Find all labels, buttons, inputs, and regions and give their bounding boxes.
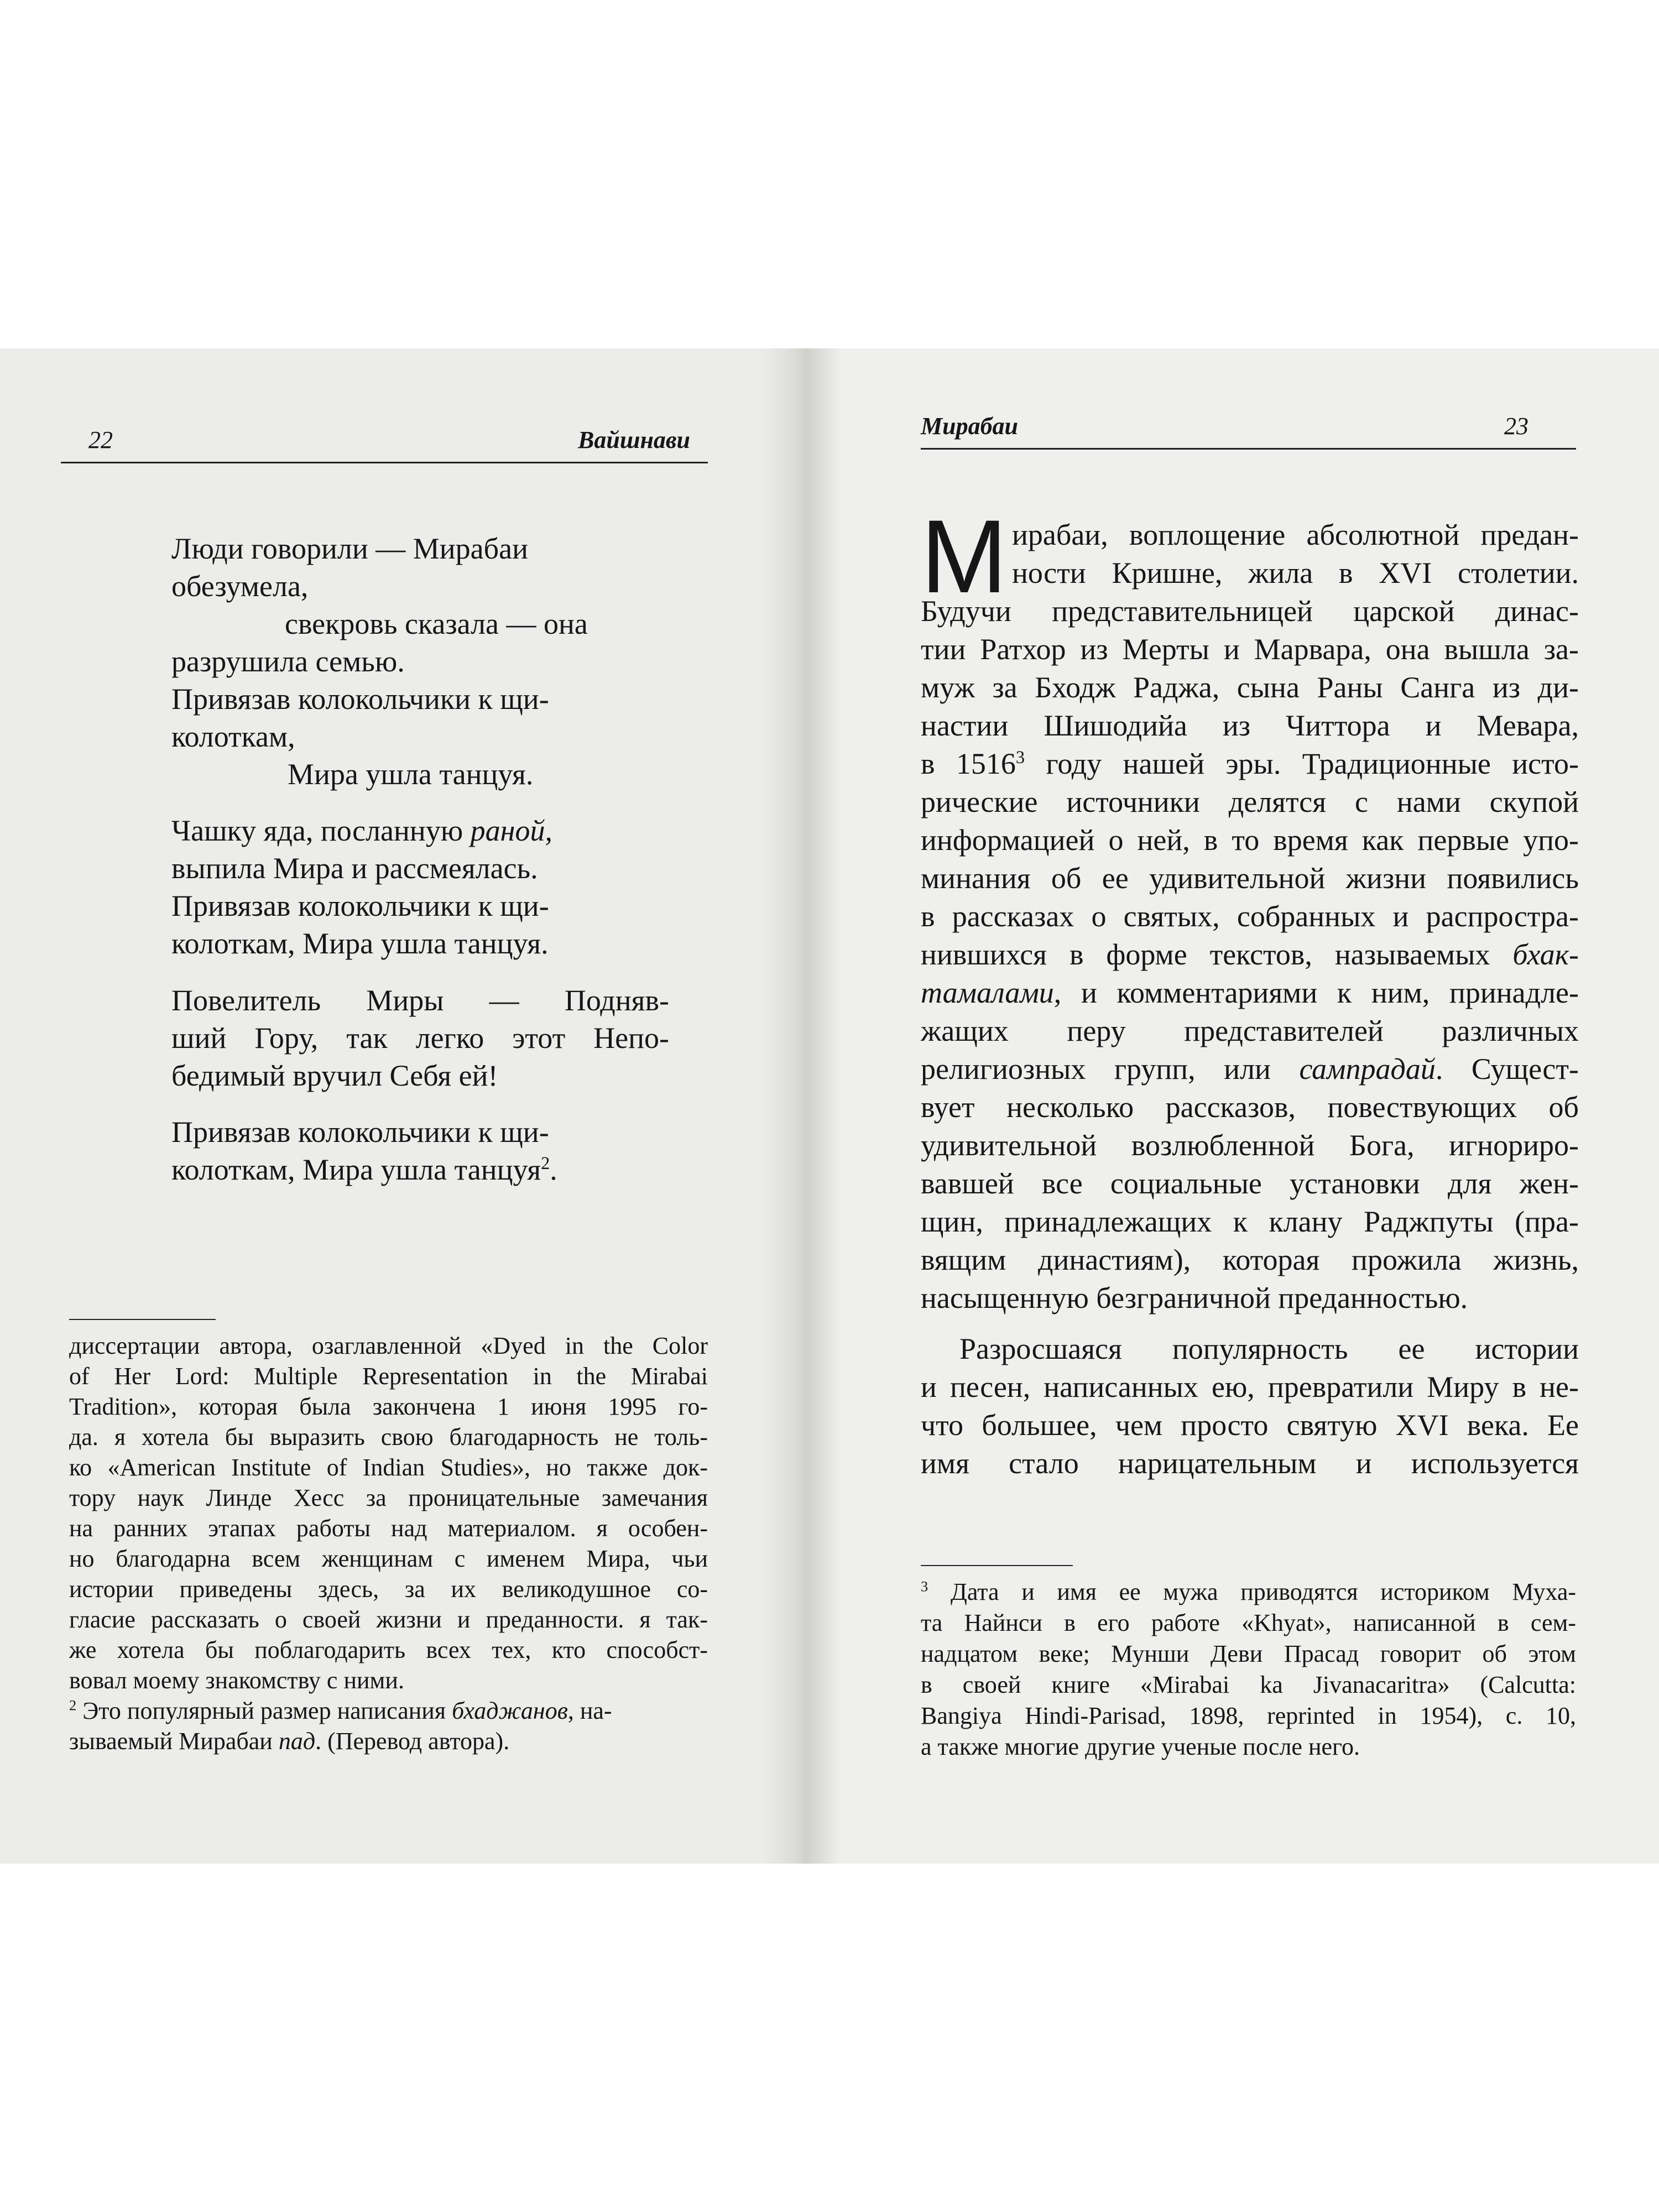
- poem-line: Люди говорили — Мирабаи: [171, 532, 528, 565]
- body-italic: тамалами: [921, 976, 1054, 1009]
- footnote-italic: пад: [278, 1728, 316, 1755]
- footnote-line: надцатом веке; Мунши Деви Прасад говорит об этом: [921, 1640, 1576, 1667]
- body-line: настии Шишодийа из Читтора и Мевара,: [921, 709, 1579, 742]
- poem-line: колоткам, Мира ушла танцуя.: [171, 927, 549, 960]
- body-text: году нашей эры. Традиционные исто-: [1025, 747, 1579, 780]
- body-line: и песен, написанных ею, превратили Миру в не-: [921, 1370, 1579, 1404]
- right-page-number: 23: [1504, 413, 1528, 440]
- footnote-line: [69, 1699, 612, 1723]
- footnote-line: но благодарна всем женщинам с именем Мира, чьи: [69, 1545, 708, 1572]
- poem-line: бедимый вручил Себя ей!: [171, 1059, 498, 1092]
- poem-line: ший Гору, так легко этот Непо-: [171, 1021, 669, 1055]
- poem-line: Привязав колокольчики к щи-: [171, 889, 549, 922]
- footnote-line: же хотела бы поблагодарить всех тех, кто способст-: [69, 1636, 708, 1663]
- footnote-line: вовал моему знакомству с ними.: [69, 1667, 404, 1694]
- poem-line: Мира ушла танцуя.: [288, 758, 534, 791]
- poem-line: разрушила семью.: [171, 645, 405, 678]
- footnote-line: да. я хотела бы выразить свою благодарность не толь-: [69, 1423, 708, 1451]
- poem-text: колоткам, Мира ушла танцуя: [171, 1153, 541, 1186]
- left-footnote-rule: [69, 1319, 216, 1320]
- poem-line: Повелитель Миры — Подняв-: [171, 984, 669, 1017]
- poem-line: свекровь сказала — она: [285, 607, 588, 640]
- body-text: в 1516: [921, 747, 1016, 780]
- body-line: минания об ее удивительной жизни появились: [921, 862, 1579, 895]
- body-line: муж за Бходж Раджа, сына Раны Санга из ди-: [921, 671, 1579, 704]
- footnote-text: Дата и имя ее мужа приводятся историком Муха-: [928, 1578, 1576, 1605]
- footnote-line: на ранних этапах работы над материалом. я особен-: [69, 1515, 708, 1542]
- body-italic: сампрадай: [1299, 1052, 1436, 1086]
- left-running-head: Вайшнави: [578, 426, 691, 453]
- footnote-line: ко «American Institute of Indian Studies», но также док-: [69, 1454, 708, 1481]
- left-header-rule: [61, 462, 708, 463]
- body-line: имя стало нарицательным и используется: [921, 1447, 1579, 1480]
- body-line: [921, 749, 1579, 779]
- footnote-line: та Найнси в его работе «Khyat», написанной в сем-: [921, 1609, 1576, 1636]
- poem-line: колоткам,: [171, 720, 295, 753]
- body-line: вящим династиям), которая прожила жизнь,: [921, 1243, 1579, 1276]
- body-text: . Сущест-: [1435, 1052, 1579, 1086]
- footnote-text: . (Перевод автора).: [315, 1728, 510, 1755]
- footnote-italic: бхаджанов: [452, 1697, 568, 1724]
- body-line: [921, 940, 1579, 969]
- body-line: ирабаи, воплощение абсолютной предан-: [1012, 518, 1579, 551]
- body-text: нившихся в форме текстов, называемых: [921, 938, 1513, 971]
- body-line: жащих перу представителей различных: [921, 1014, 1579, 1047]
- footnote-line: а также многие другие ученые после него.: [921, 1733, 1360, 1760]
- left-page-number: 22: [88, 426, 113, 453]
- body-line: щин, принадлежащих к клану Раджпуты (пра-: [921, 1205, 1579, 1238]
- body-line: вует несколько рассказов, повествующих об: [921, 1091, 1579, 1124]
- poem-line: выпила Мира и рассмеялась.: [171, 852, 538, 885]
- poem-line: [171, 816, 552, 846]
- poem-line: [171, 1155, 557, 1185]
- poem-text: .: [550, 1153, 557, 1186]
- footnote-line: истории приведены здесь, за их великодушное со-: [69, 1575, 708, 1603]
- body-line: тии Ратхор из Мерты и Марвара, она вышла за-: [921, 633, 1579, 666]
- footnote-line: [921, 1580, 1576, 1604]
- footnote-text: Это популярный размер написания: [76, 1697, 452, 1724]
- poem-line: Привязав колокольчики к щи-: [171, 1115, 549, 1149]
- book-gutter: [763, 348, 841, 1864]
- poem-italic: раной,: [470, 814, 552, 847]
- body-line: [921, 978, 1579, 1008]
- right-footnote-rule: [921, 1565, 1073, 1566]
- drop-cap: М: [921, 498, 1008, 614]
- poem-line: Привязав колокольчики к щи-: [171, 682, 549, 716]
- footnote-line: в своей книге «Mirabai ka Jivanacaritra» (Calcutta:: [921, 1671, 1576, 1698]
- body-line: вавшей все социальные установки для жен-: [921, 1167, 1579, 1200]
- body-line: насыщенную безграничной преданностью.: [921, 1281, 1468, 1314]
- footnote-line: of Her Lord: Multiple Representation in the Mirabai: [69, 1363, 708, 1390]
- footnote-ref: 2: [541, 1154, 550, 1173]
- body-line: Будучи представительницей царской динас-: [921, 594, 1579, 628]
- body-line: [921, 1054, 1579, 1084]
- body-line: удивительной возлюбленной Бога, игнориро-: [921, 1129, 1579, 1162]
- body-text: , и комментариями к ним, принадле-: [1053, 976, 1579, 1009]
- body-line: Разросшаяся популярность ее истории: [959, 1332, 1579, 1365]
- footnote-line: тору наук Линде Хесс за проницательные замечания: [69, 1484, 708, 1511]
- body-text: религиозных групп, или: [921, 1052, 1300, 1086]
- footnote-line: гласие рассказать о своей жизни и преданности. я так-: [69, 1606, 708, 1633]
- body-line: информацией о ней, в то время как первые упо-: [921, 823, 1579, 857]
- footnote-text: зываемый Мирабаи: [69, 1728, 279, 1755]
- body-line: рические источники делятся с нами скупой: [921, 785, 1579, 818]
- poem-line: обезумела,: [171, 570, 309, 603]
- footnote-line: диссертации автора, озаглавленной «Dyed in the Color: [69, 1332, 708, 1359]
- body-italic: бхак-: [1512, 938, 1579, 971]
- footnote-line: Bangiya Hindi-Parisad, 1898, reprinted in 1954), с. 10,: [921, 1702, 1576, 1729]
- right-header-rule: [921, 448, 1576, 450]
- footnote-number: 2: [69, 1697, 77, 1714]
- body-line: что большее, чем просто святую XVI века. Ее: [921, 1408, 1579, 1442]
- footnote-line: Tradition», которая была закончена 1 июня 1995 го-: [69, 1393, 708, 1420]
- footnote-line: [69, 1729, 509, 1754]
- body-line: ности Кришне, жила в XVI столетии.: [1012, 556, 1579, 589]
- poem-text: Чашку яда, посланную: [171, 814, 463, 847]
- footnote-number: 3: [921, 1578, 928, 1595]
- footnote-ref: 3: [1015, 748, 1025, 768]
- footnote-text: , на-: [567, 1697, 612, 1724]
- body-line: в рассказах о святых, собранных и распростра-: [921, 900, 1579, 933]
- right-running-head: Мирабаи: [921, 413, 1019, 440]
